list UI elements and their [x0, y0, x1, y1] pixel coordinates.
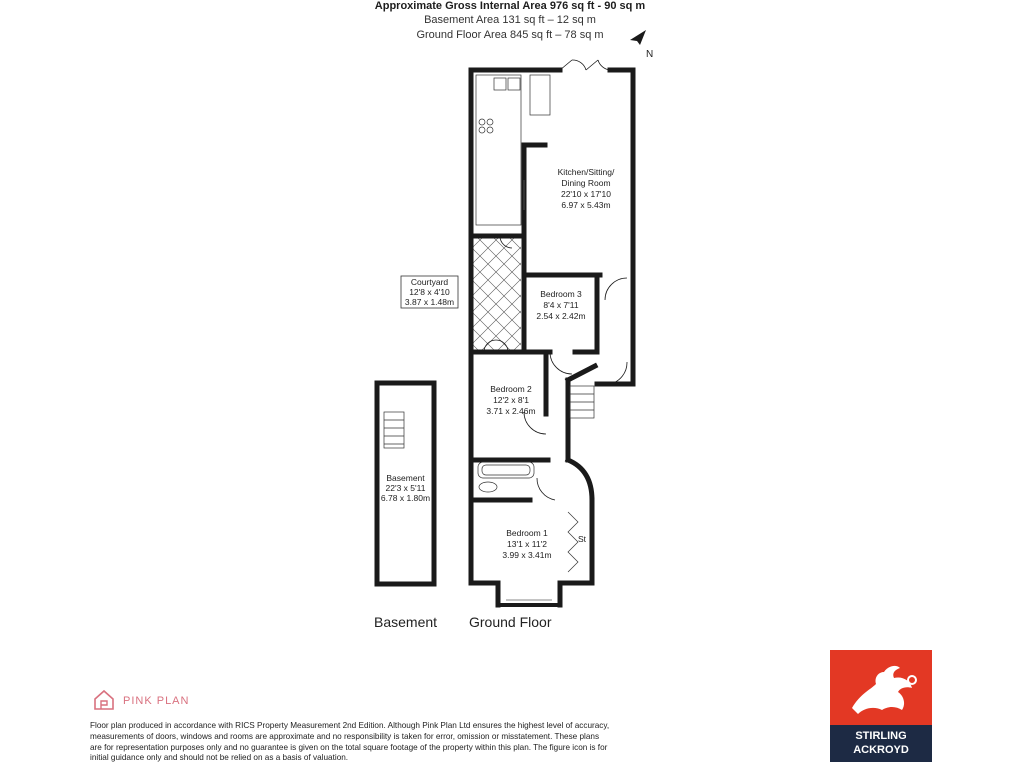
- svg-text:3.99 x 3.41m: 3.99 x 3.41m: [502, 550, 552, 560]
- courtyard-area: [473, 236, 521, 352]
- svg-text:Bedroom 1: Bedroom 1: [506, 528, 548, 538]
- svg-text:3.71 x 2.46m: 3.71 x 2.46m: [486, 406, 536, 416]
- stirling-ackroyd-logo: [830, 650, 932, 762]
- compass-label: N: [646, 49, 654, 60]
- svg-text:Dining Room: Dining Room: [561, 178, 611, 188]
- floor-label-ground: Ground Floor: [469, 614, 552, 630]
- svg-text:8'4 x 7'11: 8'4 x 7'11: [543, 300, 579, 310]
- svg-text:Bedroom 3: Bedroom 3: [540, 289, 582, 299]
- gross-area-title: Approximate Gross Internal Area 976 sq ft - 90 sq m: [374, 0, 646, 12]
- svg-text:13'1 x 11'2: 13'1 x 11'2: [507, 539, 547, 549]
- agent-name: [830, 725, 932, 762]
- room-label-bedroom-1: [502, 528, 551, 560]
- svg-text:6.97 x 5.43m: 6.97 x 5.43m: [561, 200, 611, 210]
- agent-name-line2: ACKROYD: [853, 744, 909, 756]
- svg-text:12'2 x 8'1: 12'2 x 8'1: [493, 395, 529, 405]
- svg-text:3.87 x 1.48m: 3.87 x 1.48m: [404, 297, 455, 307]
- compass-north-icon: [630, 30, 653, 60]
- room-label-kitchen: [558, 167, 615, 210]
- svg-text:22'10 x 17'10: 22'10 x 17'10: [560, 189, 612, 199]
- pink-plan-brand: PINK PLAN: [123, 695, 190, 707]
- svg-text:2.54 x 2.42m: 2.54 x 2.42m: [536, 311, 586, 321]
- room-label-bedroom-3: [536, 289, 585, 321]
- svg-text:12'8 x 4'10: 12'8 x 4'10: [409, 287, 450, 297]
- griffin-emblem: [830, 650, 932, 725]
- room-label-courtyard: [405, 277, 454, 307]
- svg-text:Courtyard: Courtyard: [410, 277, 449, 287]
- svg-text:Basement: Basement: [386, 473, 425, 483]
- svg-text:Bedroom 2: Bedroom 2: [490, 384, 532, 394]
- ground-floor-area-line: Ground Floor Area 845 sq ft – 78 sq m: [416, 29, 604, 41]
- basement-plan: [377, 383, 434, 584]
- disclaimer-text: Floor plan produced in accordance with RICS Property Measurement 2nd Edition. Although Pink Plan Ltd ensures the highest level of accuracy, measurements of doors, windows and rooms are approximate and no responsibility is taken for error, omission or misstatement. These plans are for representation purposes only and no guarantee is given on the total square footage of the property within this plan. The figure icon is for initial guidance only and should not be relied on as a basis of valuation.: [90, 721, 610, 763]
- room-label-bedroom-2: [486, 384, 535, 416]
- svg-text:22'3 x 5'11: 22'3 x 5'11: [385, 483, 426, 493]
- pink-plan-house-icon: [92, 689, 116, 711]
- room-label-basement: [381, 473, 430, 503]
- storage-label: St: [578, 534, 587, 544]
- svg-text:6.78 x 1.80m: 6.78 x 1.80m: [380, 493, 431, 503]
- svg-text:Kitchen/Sitting/: Kitchen/Sitting/: [557, 167, 615, 177]
- agent-name-line1: STIRLING: [855, 730, 907, 742]
- floor-label-basement: Basement: [374, 614, 438, 630]
- basement-area-line: Basement Area 131 sq ft – 12 sq m: [424, 14, 596, 26]
- griffin-icon: [830, 650, 932, 725]
